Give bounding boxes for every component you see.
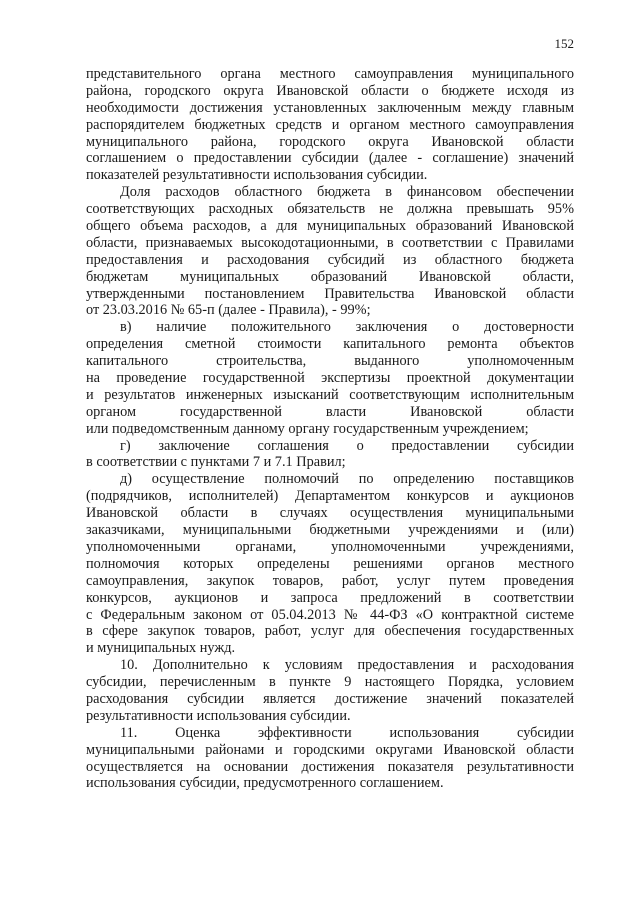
text-line: соглашением о предоставлении субсидии (далее - соглашение) значений [86,150,574,167]
text-line: полномочия которых определены решениями органов местного [86,555,574,572]
text-line: капитального строительства, выданного уполномоченным [86,353,574,370]
text-line: 11. Оценка эффективности использования субсидии [120,724,574,741]
text-line: предоставления и расходования субсидий из областного бюджета [86,251,574,268]
text-line: в соответствии с пунктами 7 и 7.1 Правил; [86,454,346,471]
text-line: или подведомственным данному органу государственным учреждением; [86,420,529,437]
text-line: распорядителем бюджетных средств и органом местного самоуправления [86,116,574,133]
text-line: муниципальными районами и городскими округами Ивановской области [86,741,574,758]
text-line: показателей результативности использования субсидии. [86,167,428,184]
text-line: в) наличие положительного заключения о достоверности [120,319,574,336]
text-line: использования субсидии, предусмотренного соглашением. [86,775,444,792]
text-line: г) заключение соглашения о предоставлении субсидии [120,437,574,454]
text-line: и результатов инженерных изысканий соответствующим исполнительным [86,386,574,403]
text-line: на проведение государственной экспертизы проектной документации [86,370,574,387]
text-line: и муниципальных нужд. [86,640,236,657]
text-line: района, городского округа Ивановской области о бюджете исходя из [86,82,574,99]
text-line: уполномоченными органами, уполномоченными учреждениями, [86,538,574,555]
text-line: области, признаваемых высокодотационными, в соответствии с Правилами [86,234,574,251]
text-line: (подрядчиков, исполнителей) Департаментом конкурсов и аукционов [86,488,574,505]
text-line: муниципального района, городского округа Ивановской области [86,133,574,150]
text-line: субсидии, перечисленным в пункте 9 настоящего Порядка, условием [86,674,574,691]
text-line: самоуправления, закупок товаров, работ, услуг путем проведения [86,572,574,589]
text-line: с Федеральным законом от 05.04.2013 № 44-ФЗ «О контрактной системе [86,606,574,623]
text-line: Доля расходов областного бюджета в финансовом обеспечении [120,184,574,201]
text-line: представительного органа местного самоуправления муниципального [86,66,574,82]
text-line: заказчиками, муниципальными бюджетными учреждениями и (или) [86,522,574,539]
text-line: в сфере закупок товаров, работ, услуг для обеспечения государственных [86,623,574,640]
text-line: от 23.03.2016 № 65-п (далее - Правила), - 99%; [86,302,371,319]
text-line: 10. Дополнительно к условиям предоставления и расходования [120,657,574,674]
text-line: утвержденными постановлением Правительства Ивановской области [86,285,574,302]
text-line: определения сметной стоимости капитального ремонта объектов [86,336,574,353]
text-line: результативности использования субсидии. [86,707,351,724]
text-line: расходования субсидии является достижение значений показателей [86,690,574,707]
text-line: Ивановской области в случаях осуществления муниципальными [86,505,574,522]
text-line: д) осуществление полномочий по определению поставщиков [120,471,574,488]
text-line: осуществляется на основании достижения показателя результативности [86,758,574,775]
text-line: конкурсов, аукционов и запроса предложений в соответствии [86,589,574,606]
page-number: 152 [554,36,574,51]
document-body [86,66,574,792]
text-line: соответствующих расходных обязательств не должна превышать 95% [86,201,574,218]
text-line: бюджетам муниципальных образований Ивановской области, [86,268,574,285]
text-line: органом государственной власти Ивановской области [86,403,574,420]
text-line: общего объема расходов, а для муниципальных образований Ивановской [86,218,574,235]
text-line: необходимости достижения установленных заключенным между главным [86,99,574,116]
